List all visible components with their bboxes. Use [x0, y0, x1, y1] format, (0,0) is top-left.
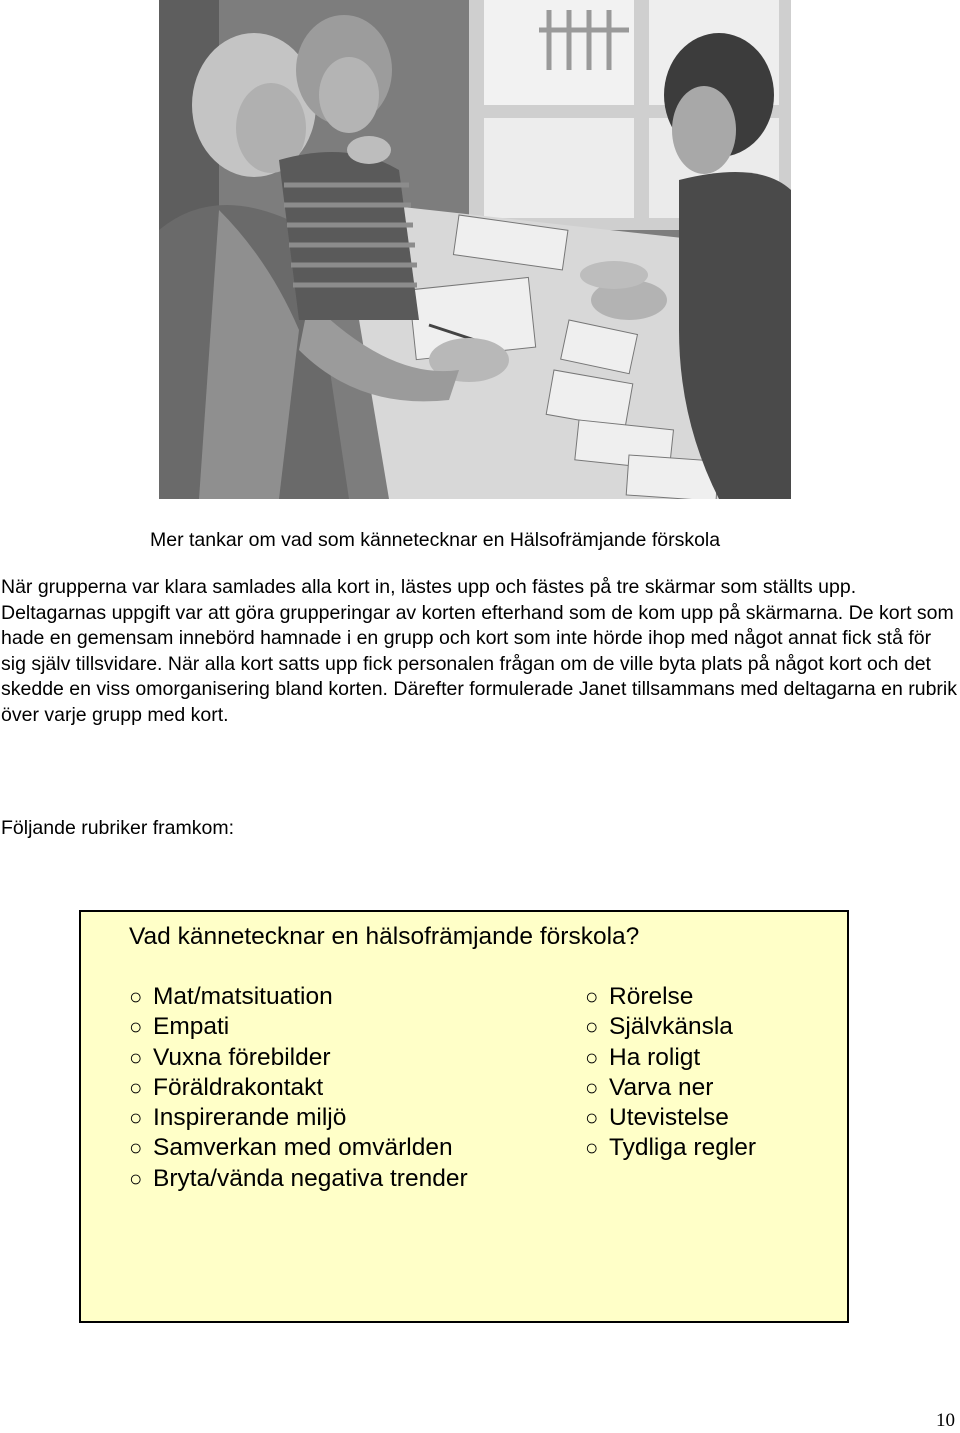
list-item-label: Vuxna förebilder	[153, 1043, 331, 1071]
list-item-label: Rörelse	[609, 983, 694, 1010]
list-item	[585, 1133, 756, 1163]
circle-bullet-icon: ○	[585, 1135, 599, 1161]
page-number: 10	[936, 1410, 955, 1431]
circle-bullet-icon: ○	[129, 984, 143, 1009]
list-item	[129, 1012, 468, 1042]
circle-bullet-icon: ○	[585, 1074, 599, 1100]
workshop-photo-illustration	[159, 0, 791, 499]
list-item	[129, 1073, 468, 1103]
list-item-label: Inspirerande miljö	[153, 1104, 347, 1132]
circle-bullet-icon: ○	[585, 1044, 599, 1070]
list-item	[129, 1043, 468, 1073]
list-item	[585, 1073, 756, 1103]
list-item-label: Tydliga regler	[609, 1134, 757, 1162]
body-paragraph	[1, 575, 959, 728]
list-item-label: Utevistelse	[609, 1104, 729, 1132]
circle-bullet-icon: ○	[129, 1135, 143, 1161]
list-item-label: Mat/matsituation	[153, 983, 333, 1010]
list-item	[129, 982, 468, 1012]
headings-box	[79, 910, 849, 1323]
list-item	[585, 982, 756, 1012]
circle-bullet-icon: ○	[585, 984, 599, 1009]
list-item-label: Självkänsla	[609, 1013, 733, 1041]
list-item-label: Bryta/vända negativa trender	[153, 1164, 468, 1192]
list-item-label: Ha roligt	[609, 1043, 701, 1071]
box-title: Vad kännetecknar en hälsofrämjande förskola?	[129, 923, 640, 950]
list-item	[129, 1103, 468, 1133]
list-item	[129, 1164, 468, 1194]
photo-caption: Mer tankar om vad som kännetecknar en Hälsofrämjande förskola	[150, 529, 721, 551]
list-item-label: Varva ner	[609, 1073, 714, 1101]
list-item-label: Föräldrakontakt	[153, 1073, 324, 1101]
headings-list-left	[129, 982, 468, 1194]
list-item	[585, 1012, 756, 1042]
circle-bullet-icon: ○	[585, 1105, 599, 1131]
circle-bullet-icon: ○	[129, 1044, 143, 1070]
list-item	[585, 1103, 756, 1133]
list-item-label: Samverkan med omvärlden	[153, 1134, 453, 1162]
circle-bullet-icon: ○	[129, 1105, 143, 1131]
list-item	[585, 1043, 756, 1073]
list-item	[129, 1133, 468, 1163]
headings-list-right	[585, 982, 756, 1164]
list-intro: Följande rubriker framkom:	[1, 817, 234, 839]
circle-bullet-icon: ○	[129, 1165, 143, 1191]
circle-bullet-icon: ○	[585, 1014, 599, 1040]
circle-bullet-icon: ○	[129, 1014, 143, 1040]
circle-bullet-icon: ○	[129, 1074, 143, 1100]
list-item-label: Empati	[153, 1013, 230, 1041]
paragraph-text: När grupperna var klara samlades alla kort in, lästes upp och fästes på tre skärmar som ställts upp. Deltagarnas uppgift var att göra grupperingar av korten efterhand som de kom upp på skärmarna. De kort som hade en gemensam innebörd hamnade i en grupp och kort som inte hörde ihop med något annat fick stå för sig själv tillsvidare. När alla kort satts upp fick personalen frågan om de ville byta plats på något kort och det skedde en viss omorganisering bland korten. Därefter formulerade Janet tillsammans med deltagarna en rubrik över varje grupp med kort.	[1, 576, 957, 726]
workshop-photo	[159, 0, 791, 499]
